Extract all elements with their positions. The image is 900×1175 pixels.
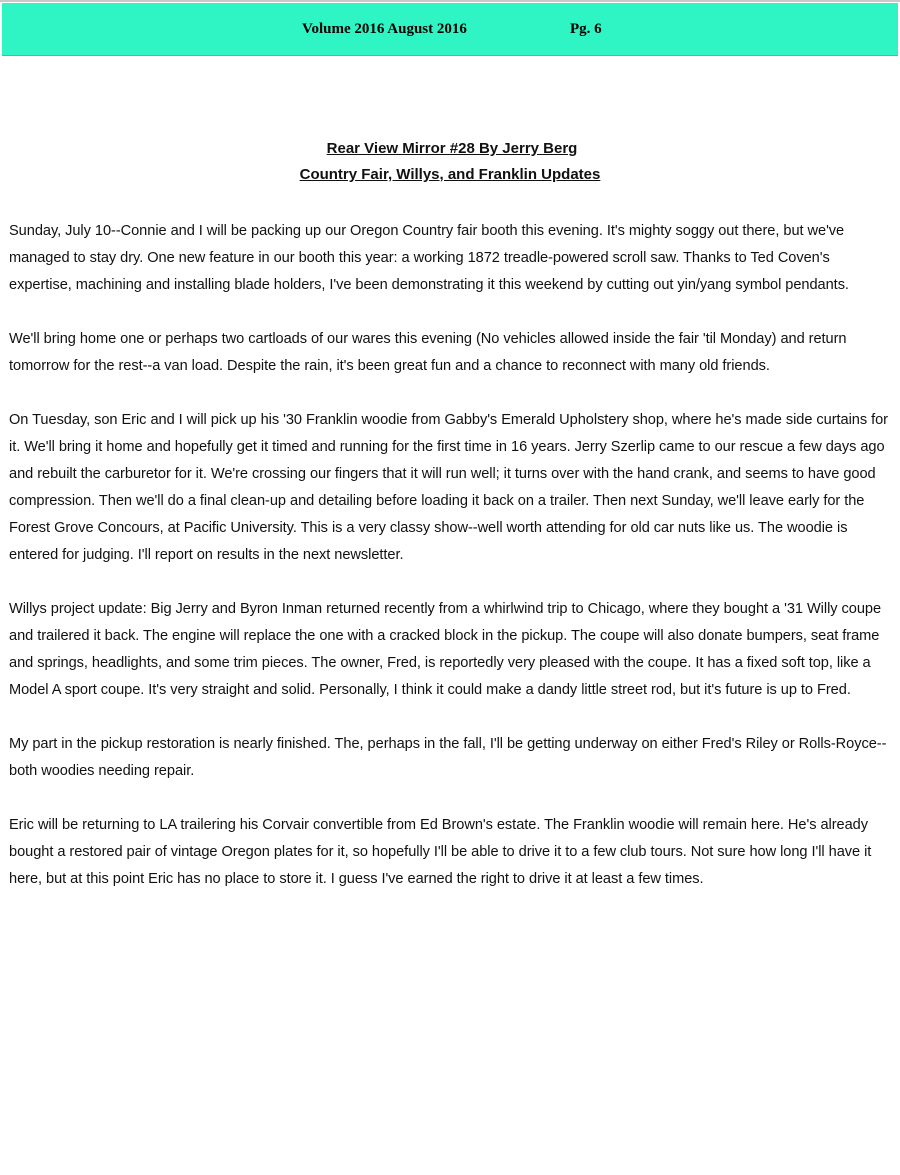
issue-volume-date: Volume 2016 August 2016 <box>302 21 467 37</box>
paragraph-willys-update: Willys project update: Big Jerry and Byron Inman returned recently from a whirlwind trip to Chicago, where they bought a '31 Willy coupe and trailered it back. The engine will replace the one with a cracked block in the pickup. The coupe will also donate bumpers, seat frame and springs, headlights, and some trim pieces. The owner, Fred, is reportedly very pleased with the coupe. It has a fixed soft top, like a Model A sport coupe. It's very straight and solid. Personally, I think it could make a dandy little street rod, but it's future is up to Fred. <box>9 601 882 698</box>
paragraph-corvair: Eric will be returning to LA trailering his Corvair convertible from Ed Brown's estate. The Franklin woodie will remain here. He's already bought a restored pair of vintage Oregon plates for it, so hopefully I'll be able to drive it to a few club tours. Not sure how long I'll have it here, but at this point Eric has no place to store it. I guess I've earned the right to drive it at least a few times. <box>9 817 872 887</box>
article-body <box>9 218 891 920</box>
article-title: Rear View Mirror #28 By Jerry Berg <box>326 140 578 157</box>
paragraph-pickup-restoration: My part in the pickup restoration is nearly finished. The, perhaps in the fall, I'll be getting underway on either Fred's Riley or Rolls-Royce--both woodies needing repair. <box>9 736 887 779</box>
page-top-rule <box>0 0 900 2</box>
paragraph-franklin-woodie: On Tuesday, son Eric and I will pick up his '30 Franklin woodie from Gabby's Emerald Upholstery shop, where he's made side curtains for it. We'll bring it home and hopefully get it timed and running for the first time in 16 years. Jerry Szerlip came to our rescue a few days ago and rebuilt the carburetor for it. We're crossing our fingers that it will run well; it turns over with the hand crank, and seems to have good compression. Then we'll do a final clean-up and detailing before loading it back on a trailer. Then next Sunday, we'll leave early for the Forest Grove Concours, at Pacific University. This is a very classy show--well worth attending for old car nuts like us. The woodie is entered for judging. I'll report on results in the next newsletter. <box>9 412 888 563</box>
article-subtitle: Country Fair, Willys, and Franklin Updates <box>299 166 601 183</box>
page-number: Pg. 6 <box>570 21 602 37</box>
article-title-block <box>0 136 900 188</box>
newsletter-header-band <box>2 3 898 56</box>
paragraph-cartloads: We'll bring home one or perhaps two cartloads of our wares this evening (No vehicles allowed inside the fair 'til Monday) and return tomorrow for the rest--a van load. Despite the rain, it's been great fun and a chance to reconnect with many old friends. <box>9 331 847 374</box>
paragraph-country-fair: Sunday, July 10--Connie and I will be packing up our Oregon Country fair booth this evening. It's mighty soggy out there, but we've managed to stay dry. One new feature in our booth this year: a working 1872 treadle-powered scroll saw. Thanks to Ted Coven's expertise, machining and installing blade holders, I've been demonstrating it this weekend by cutting out yin/yang symbol pendants. <box>9 223 849 293</box>
